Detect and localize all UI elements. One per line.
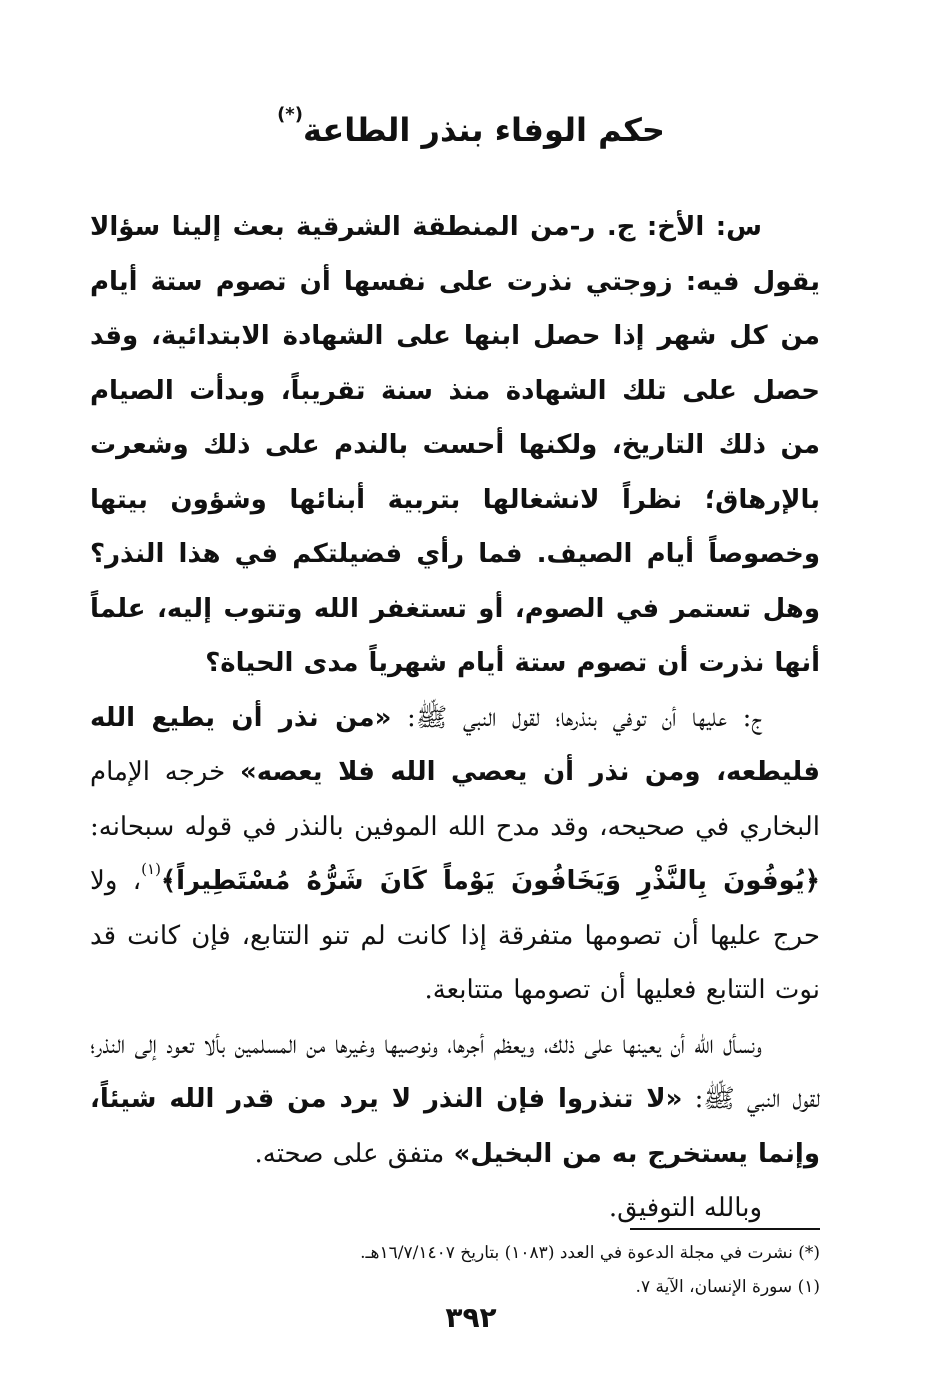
title-text: حكم الوفاء بنذر الطاعة bbox=[302, 111, 665, 149]
page-number: ٣٩٢ bbox=[445, 1301, 497, 1334]
signoff: وبالله التوفيق. bbox=[608, 1193, 762, 1223]
hadith-quote-1: «من نذر أن يطيع الله فليطعه، ومن نذر أن يعصي الله فلا يعصه» bbox=[90, 702, 820, 787]
answer-paragraph bbox=[90, 691, 820, 1018]
footnote-publication: (*) نشرت في مجلة الدعوة في العدد (١٠٨٣) بتاريخ ١٦/٧/١٤٠٧هـ. bbox=[360, 1243, 820, 1263]
document-body bbox=[90, 200, 820, 1235]
hadith-quote-2: «لا تنذروا فإن النذر لا يرد من قدر الله شيئاً، وإنما يستخرج به من البخيل» bbox=[90, 1084, 820, 1169]
page-title bbox=[0, 100, 942, 160]
closing-intro: ونسأل الله أن يعينها على ذلك، ويعظم أجرها، ونوصيها وغيرها من المسلمين بألا تعود إلى النذر؛ لقول النبي ﷺ: bbox=[90, 1029, 820, 1114]
footnote-divider bbox=[630, 1228, 820, 1230]
closing-paragraph bbox=[90, 1018, 820, 1182]
quran-verse: ﴿يُوفُونَ بِالنَّذْرِ وَيَخَافُونَ يَوْماً كَانَ شَرُّهُ مُسْتَطِيراً﴾ bbox=[160, 866, 820, 896]
footnote-verse-source: (١) سورة الإنسان، الآية ٧. bbox=[635, 1277, 820, 1297]
answer-middle: خرجه الإمام البخاري في صحيحه، وقد مدح الله الموفين بالنذر في قوله سبحانه: bbox=[90, 757, 820, 842]
question-paragraph: س: الأخ: ج. ر-من المنطقة الشرقية بعث إلينا سؤالا يقول فيه: زوجتي نذرت على نفسها أن تصوم ستة أيام من كل شهر إذا حصل ابنها على الشهادة الابتدائية، وقد حصل على تلك الشهادة منذ سنة تقريباً، وبدأت الصيام من ذلك التاريخ، ولكنها أحست بالندم على ذلك وشعرت بالإرهاق؛ نظراً لانشغالها بتربية أبنائها وشؤون بيتها وخصوصاً أيام الصيف. فما رأي فضيلتكم في هذا النذر؟ وهل تستمر في الصوم، أو تستغفر الله وتتوب إليه، علماً أنها نذرت أن تصوم ستة أيام شهرياً مدى الحياة؟ bbox=[90, 212, 820, 678]
closing-end: متفق على صحته. bbox=[254, 1138, 454, 1169]
answer-end: ، ولا حرج عليها أن تصومها متفرقة إذا كانت لم تنو التتابع، فإن كانت قد نوت التتابع فعليها أن تصومها متتابعة. bbox=[90, 866, 820, 1005]
title-footnote-marker: (*) bbox=[277, 104, 303, 125]
footnotes bbox=[150, 1236, 820, 1304]
verse-footnote-ref: (١) bbox=[141, 860, 161, 878]
answer-intro: ج: عليها أن توفي بنذرها؛ لقول النبي ﷺ: bbox=[391, 702, 762, 733]
